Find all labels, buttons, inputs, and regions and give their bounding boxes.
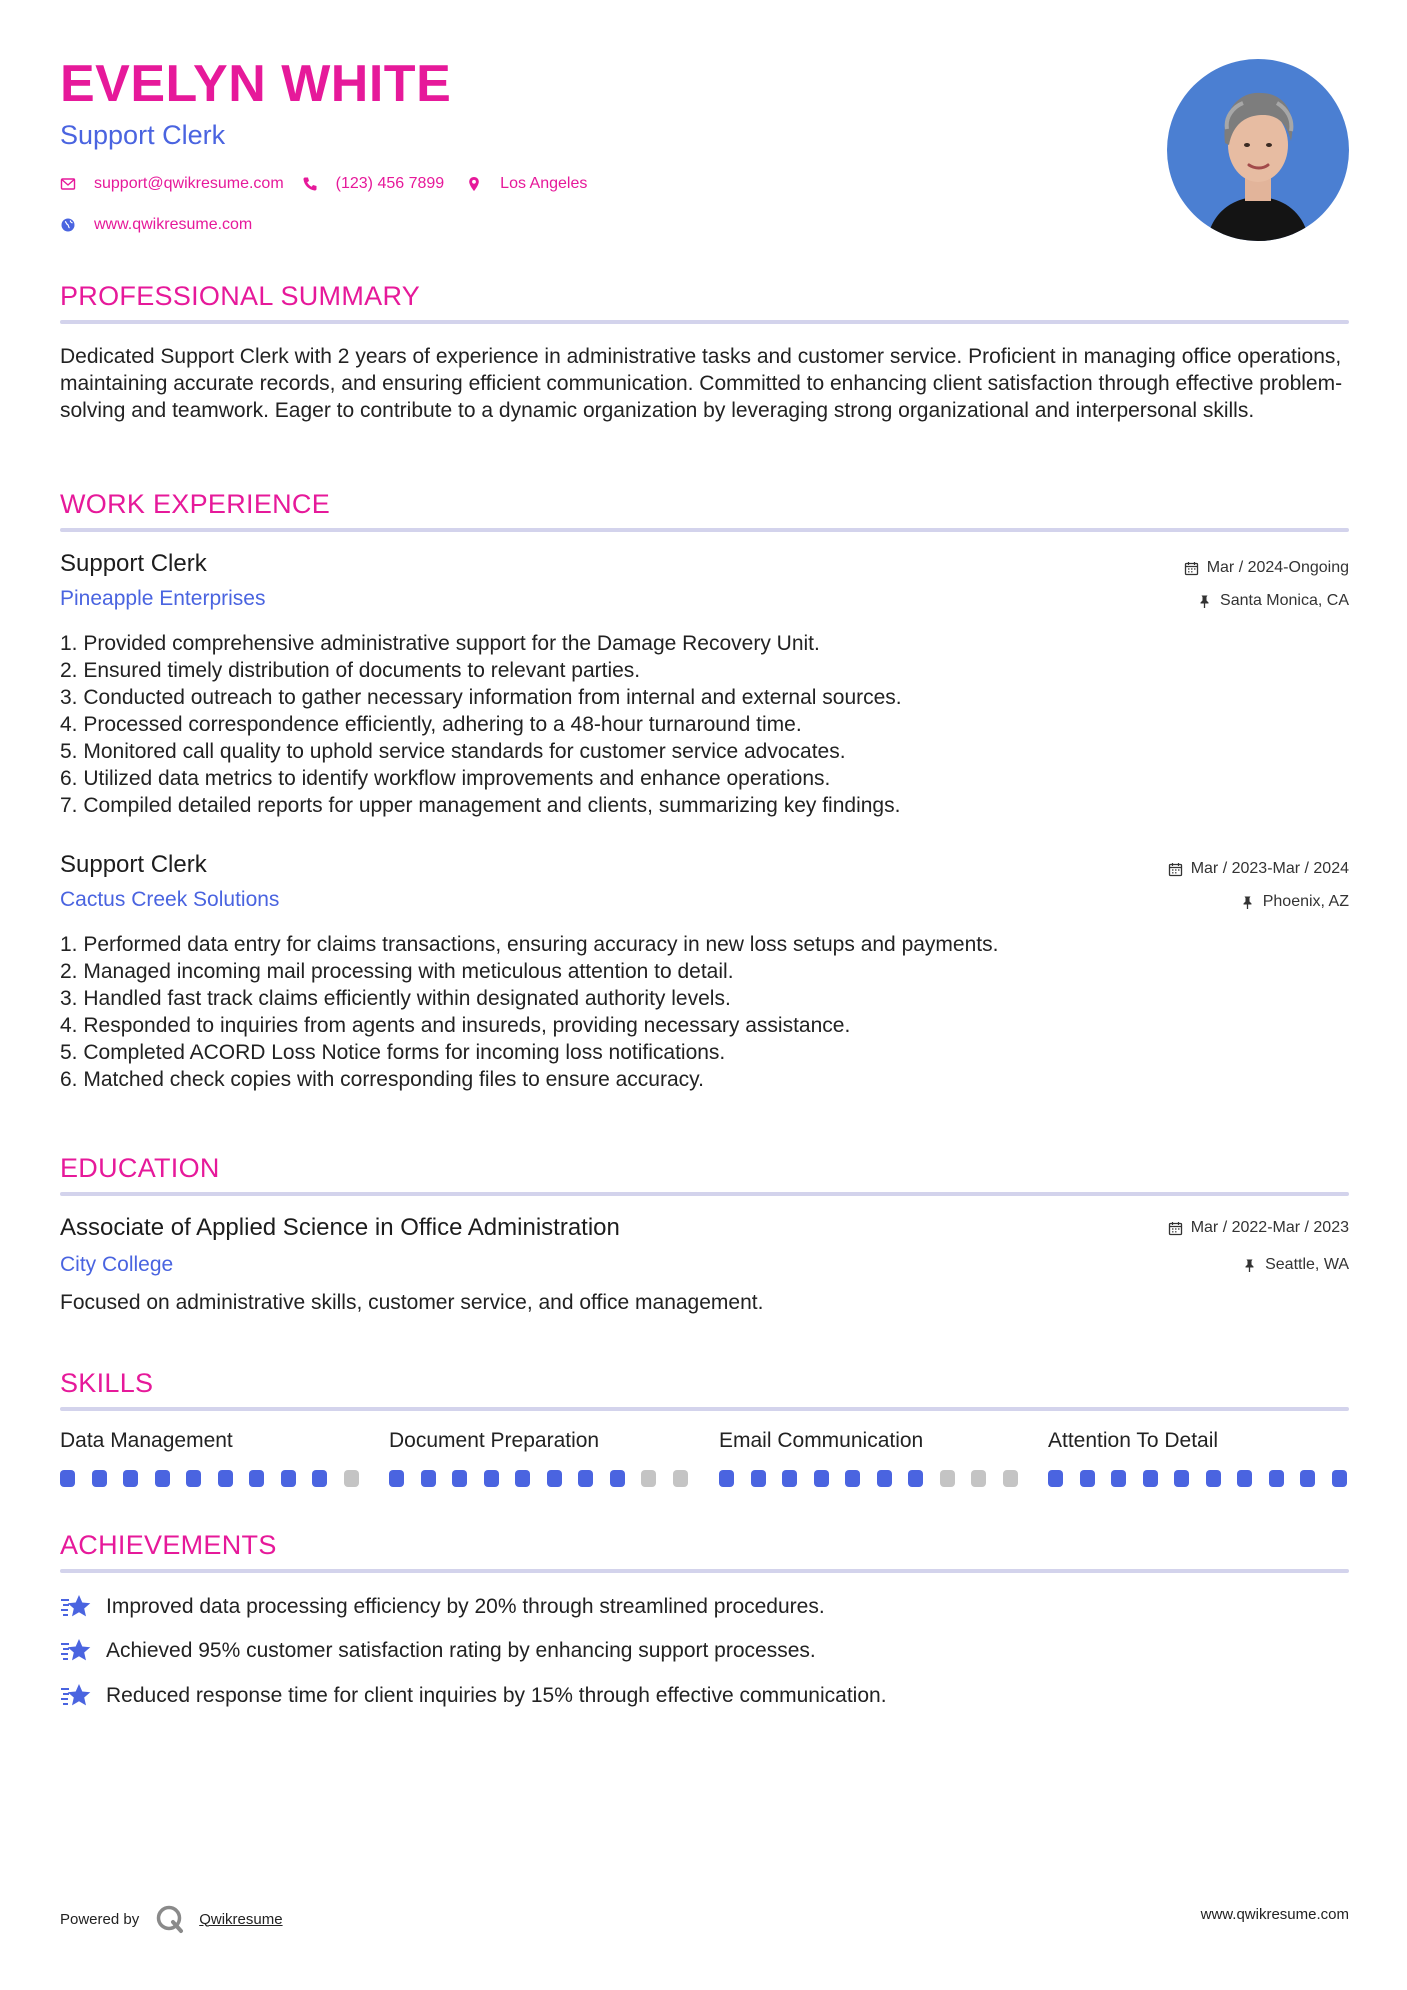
rating-dot-filled bbox=[452, 1470, 467, 1487]
school-name: City College bbox=[60, 1253, 174, 1276]
rating-dot-filled bbox=[484, 1470, 499, 1487]
pushpin-icon bbox=[1197, 594, 1212, 609]
education-location bbox=[1242, 1256, 1349, 1274]
summary-heading: PROFESSIONAL SUMMARY bbox=[60, 281, 421, 311]
job-duties-list bbox=[60, 931, 998, 1093]
star-icon bbox=[60, 1681, 92, 1711]
job-title: Support Clerk bbox=[60, 550, 207, 577]
education-dates bbox=[1168, 1219, 1349, 1237]
rating-dot-filled bbox=[578, 1470, 593, 1487]
job-dates bbox=[1184, 559, 1349, 577]
map-pin-icon bbox=[466, 176, 482, 192]
rating-dot-filled bbox=[1300, 1470, 1315, 1487]
list-item: 6. Matched check copies with corresponding files to ensure accuracy. bbox=[60, 1068, 704, 1091]
rating-dot-filled bbox=[751, 1470, 766, 1487]
education-description: Focused on administrative skills, customer service, and office management. bbox=[60, 1291, 764, 1314]
list-item: 7. Compiled detailed reports for upper management and clients, summarizing key findings. bbox=[60, 794, 901, 817]
rating-dot-empty bbox=[971, 1470, 986, 1487]
footer-powered-by bbox=[60, 1904, 283, 1934]
rating-dot-filled bbox=[92, 1470, 107, 1487]
skill-name: Document Preparation bbox=[389, 1429, 600, 1452]
job-location-text: Phoenix, AZ bbox=[1262, 893, 1349, 910]
job-location bbox=[1197, 592, 1349, 610]
envelope-icon bbox=[60, 176, 76, 192]
skill-item bbox=[60, 1429, 375, 1487]
rating-dot-filled bbox=[877, 1470, 892, 1487]
rating-dot-filled bbox=[389, 1470, 404, 1487]
rating-dot-empty bbox=[344, 1470, 359, 1487]
website-row bbox=[60, 214, 252, 236]
list-item: 5. Monitored call quality to uphold service standards for customer service advocates. bbox=[60, 740, 846, 763]
rating-dot-filled bbox=[814, 1470, 829, 1487]
skill-rating bbox=[719, 1470, 1034, 1487]
rating-dot-filled bbox=[218, 1470, 233, 1487]
skill-name: Data Management bbox=[60, 1429, 233, 1452]
skill-item bbox=[719, 1429, 1034, 1487]
list-item: 3. Conducted outreach to gather necessary information from internal and external sources. bbox=[60, 686, 902, 709]
rating-dot-filled bbox=[1269, 1470, 1284, 1487]
rating-dot-filled bbox=[515, 1470, 530, 1487]
rating-dot-filled bbox=[610, 1470, 625, 1487]
calendar-icon bbox=[1184, 561, 1199, 576]
skill-rating bbox=[389, 1470, 704, 1487]
rating-dot-filled bbox=[1143, 1470, 1158, 1487]
globe-icon bbox=[60, 217, 76, 233]
rating-dot-filled bbox=[782, 1470, 797, 1487]
skill-rating bbox=[1048, 1470, 1363, 1487]
website-link[interactable]: www.qwikresume.com bbox=[94, 216, 253, 233]
section-divider bbox=[60, 528, 1349, 532]
skills-heading: SKILLS bbox=[60, 1368, 154, 1398]
summary-text: Dedicated Support Clerk with 2 years of experience in administrative tasks and customer service. Proficient in managing office operations, maintaining accurate records, and ensuring efficient communication. Committed to enhancing client satisfaction through effective problem-solving and teamwork. Eager to contribute to a dynamic organization by leveraging strong organizational and interpersonal skills. bbox=[60, 345, 1343, 422]
section-divider bbox=[60, 1407, 1349, 1411]
rating-dot-empty bbox=[641, 1470, 656, 1487]
candidate-name: EVELYN WHITE bbox=[60, 55, 452, 113]
achievement-item bbox=[60, 1681, 887, 1711]
list-item: 4. Processed correspondence efficiently, adhering to a 48-hour turnaround time. bbox=[60, 713, 802, 736]
rating-dot-filled bbox=[281, 1470, 296, 1487]
rating-dot-filled bbox=[249, 1470, 264, 1487]
rating-dot-filled bbox=[1206, 1470, 1221, 1487]
section-divider bbox=[60, 1192, 1349, 1196]
job-title: Support Clerk bbox=[60, 851, 207, 878]
location-text: Los Angeles bbox=[500, 175, 588, 192]
rating-dot-filled bbox=[186, 1470, 201, 1487]
job-duties-list bbox=[60, 630, 902, 819]
rating-dot-filled bbox=[1174, 1470, 1189, 1487]
achievements-heading: ACHIEVEMENTS bbox=[60, 1530, 277, 1560]
email-link[interactable]: support@qwikresume.com bbox=[94, 175, 284, 192]
rating-dot-filled bbox=[547, 1470, 562, 1487]
list-item: 2. Managed incoming mail processing with meticulous attention to detail. bbox=[60, 960, 734, 983]
achievement-text: Achieved 95% customer satisfaction rating by enhancing support processes. bbox=[106, 1639, 816, 1662]
rating-dot-filled bbox=[312, 1470, 327, 1487]
job-dates-text: Mar / 2023-Mar / 2024 bbox=[1190, 860, 1349, 877]
list-item: 4. Responded to inquiries from agents and insureds, providing necessary assistance. bbox=[60, 1014, 851, 1037]
achievement-item bbox=[60, 1636, 816, 1666]
list-item: 6. Utilized data metrics to identify workflow improvements and enhance operations. bbox=[60, 767, 831, 790]
rating-dot-filled bbox=[1048, 1470, 1063, 1487]
job-dates bbox=[1168, 860, 1349, 878]
skill-name: Attention To Detail bbox=[1048, 1429, 1219, 1452]
education-heading: EDUCATION bbox=[60, 1153, 220, 1183]
list-item: 2. Ensured timely distribution of documents to relevant parties. bbox=[60, 659, 641, 682]
degree-title: Associate of Applied Science in Office Administration bbox=[60, 1214, 620, 1241]
company-name: Cactus Creek Solutions bbox=[60, 888, 280, 911]
list-item: 1. Performed data entry for claims transactions, ensuring accuracy in new loss setups and payments. bbox=[60, 933, 999, 956]
list-item: 1. Provided comprehensive administrative support for the Damage Recovery Unit. bbox=[60, 632, 820, 655]
pushpin-icon bbox=[1242, 1258, 1257, 1273]
section-divider bbox=[60, 320, 1349, 324]
education-location-text: Seattle, WA bbox=[1265, 1256, 1349, 1273]
skill-item bbox=[389, 1429, 704, 1487]
star-icon bbox=[60, 1592, 92, 1622]
rating-dot-filled bbox=[719, 1470, 734, 1487]
company-name: Pineapple Enterprises bbox=[60, 587, 266, 610]
skill-item bbox=[1048, 1429, 1363, 1487]
rating-dot-filled bbox=[1332, 1470, 1347, 1487]
qwikresume-link[interactable]: Qwikresume bbox=[199, 1910, 283, 1928]
rating-dot-filled bbox=[155, 1470, 170, 1487]
skill-name: Email Communication bbox=[719, 1429, 924, 1452]
job-dates-text: Mar / 2024-Ongoing bbox=[1206, 559, 1349, 576]
rating-dot-empty bbox=[940, 1470, 955, 1487]
rating-dot-filled bbox=[1080, 1470, 1095, 1487]
contact-row bbox=[60, 173, 587, 195]
star-icon bbox=[60, 1636, 92, 1666]
profile-photo bbox=[1167, 59, 1349, 241]
rating-dot-filled bbox=[60, 1470, 75, 1487]
rating-dot-empty bbox=[1003, 1470, 1018, 1487]
experience-heading: WORK EXPERIENCE bbox=[60, 489, 331, 519]
rating-dot-filled bbox=[1237, 1470, 1252, 1487]
achievement-text: Reduced response time for client inquiries by 15% through effective communication. bbox=[106, 1684, 887, 1707]
calendar-icon bbox=[1168, 862, 1183, 877]
rating-dot-filled bbox=[908, 1470, 923, 1487]
phone-link[interactable]: (123) 456 7899 bbox=[335, 175, 445, 192]
job-location bbox=[1240, 893, 1349, 911]
rating-dot-filled bbox=[421, 1470, 436, 1487]
achievement-text: Improved data processing efficiency by 20% through streamlined procedures. bbox=[106, 1595, 825, 1618]
rating-dot-filled bbox=[1111, 1470, 1126, 1487]
list-item: 5. Completed ACORD Loss Notice forms for incoming loss notifications. bbox=[60, 1041, 726, 1064]
calendar-icon bbox=[1168, 1221, 1183, 1236]
education-dates-text: Mar / 2022-Mar / 2023 bbox=[1190, 1219, 1349, 1236]
rating-dot-filled bbox=[123, 1470, 138, 1487]
qwikresume-logo-icon bbox=[155, 1904, 185, 1934]
candidate-role: Support Clerk bbox=[60, 120, 226, 150]
phone-icon bbox=[302, 176, 318, 192]
achievement-item bbox=[60, 1592, 825, 1622]
section-divider bbox=[60, 1569, 1349, 1573]
powered-by-label: Powered by bbox=[60, 1910, 140, 1928]
rating-dot-filled bbox=[845, 1470, 860, 1487]
rating-dot-empty bbox=[673, 1470, 688, 1487]
skill-rating bbox=[60, 1470, 375, 1487]
pushpin-icon bbox=[1240, 895, 1255, 910]
list-item: 3. Handled fast track claims efficiently within designated authority levels. bbox=[60, 987, 731, 1010]
footer-url[interactable]: www.qwikresume.com bbox=[1200, 1906, 1349, 1923]
job-location-text: Santa Monica, CA bbox=[1220, 592, 1349, 609]
